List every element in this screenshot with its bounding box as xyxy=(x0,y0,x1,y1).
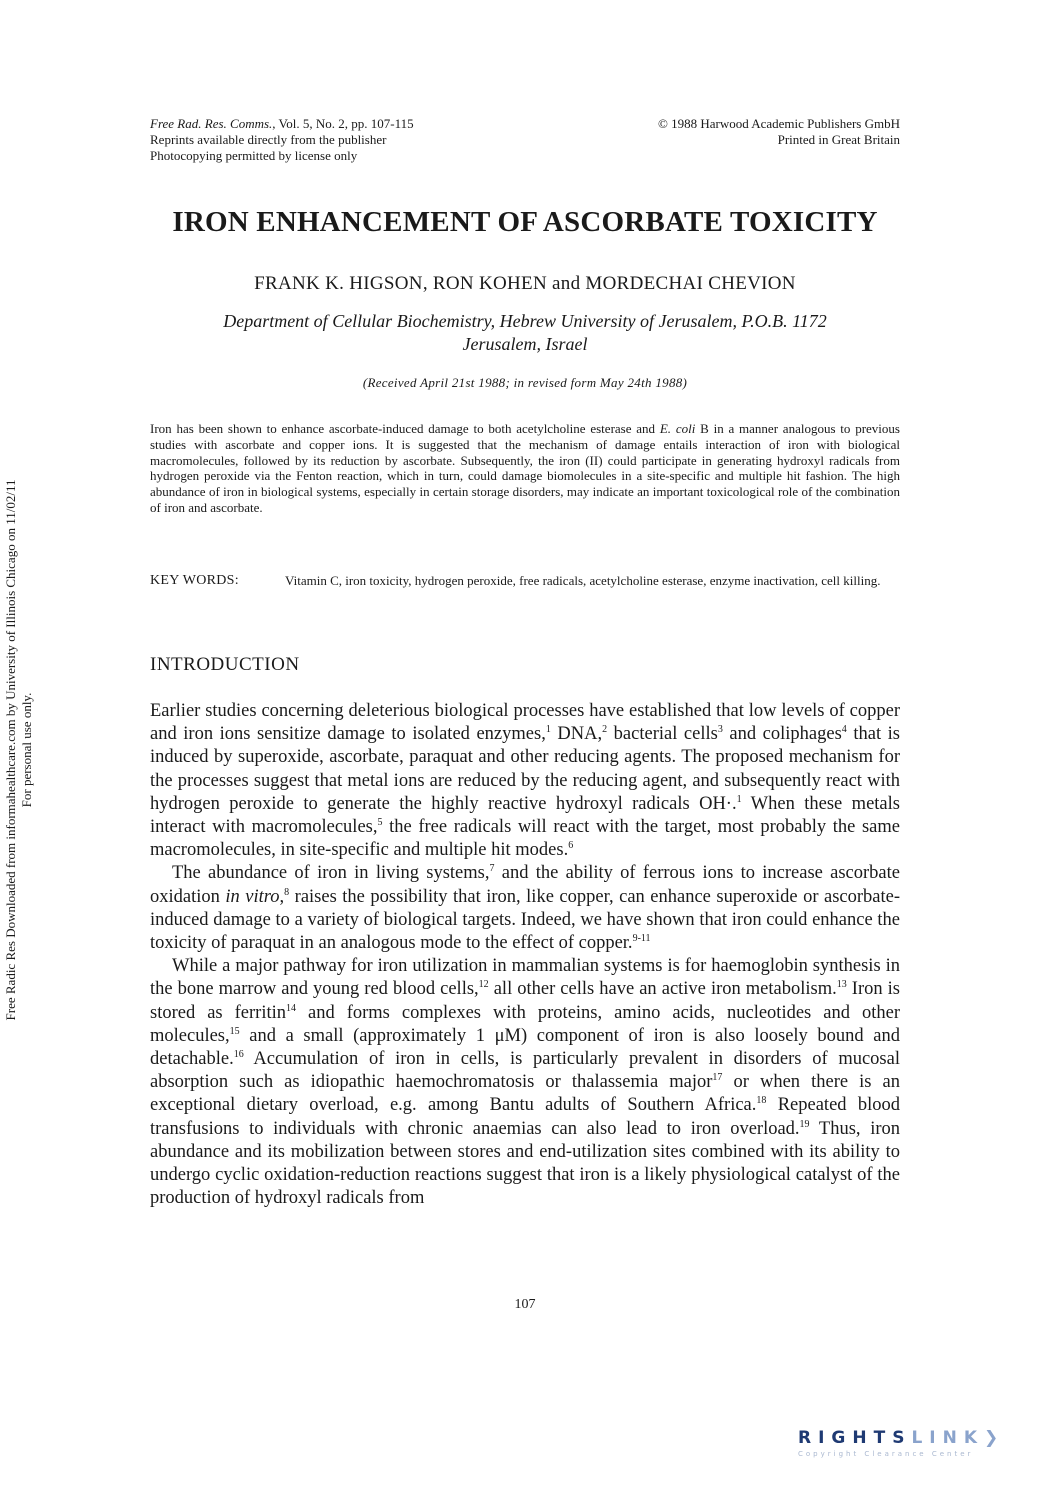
text-run: and forms complexes with proteins, amino acids, nucleotides and other molecules, xyxy=(150,1002,900,1046)
paragraph-1 xyxy=(150,700,900,862)
affiliation-line-2: Jerusalem, Israel xyxy=(462,334,588,354)
text-run: The abundance of iron in living systems, xyxy=(172,863,490,884)
citation-ref: 13 xyxy=(836,979,847,991)
paper-title: IRON ENHANCEMENT OF ASCORBATE TOXICITY xyxy=(172,206,878,238)
text-run: While a major pathway for iron utilization in mammalian systems is for haemoglobin synthesis in the bone marrow and young red blood cells, xyxy=(150,956,900,1000)
abstract-text-2: B in a manner analogous to previous studies with ascorbate and copper ions. It is suggested that the mechanism of damage entails interaction of iron with biological macromolecules, followed by its reduction by ascorbate. Subsequently, the iron (II) could participate in generating hydroxyl radicals from hydrogen peroxide via the Fenton reaction, which in turn, could damage biomolecules in a site-specific and multiple hit fashion. The high abundance of iron in biological systems, especially in certain storage disorders, may indicate an important toxicological role of the combination of iron and ascorbate. xyxy=(150,421,900,515)
citation-ref: 1 xyxy=(545,724,551,736)
rightslink-tagline: Copyright Clearance Center xyxy=(798,1450,974,1458)
text-run: When these metals interact with macromolecules, xyxy=(150,793,900,838)
copyright-line: © 1988 Harwood Academic Publishers GmbH xyxy=(657,116,900,131)
section-heading-introduction: INTRODUCTION xyxy=(150,654,300,675)
citation-ref: 18 xyxy=(756,1095,767,1107)
rightslink-logo[interactable] xyxy=(798,1428,1030,1474)
affiliation xyxy=(150,310,900,356)
text-run: Iron is stored as ferritin xyxy=(150,979,900,1023)
journal-header xyxy=(150,116,414,164)
text-run: the free radicals will react with the target, most probably the same macromolecules, in site-specific and multiple hit modes. xyxy=(150,817,900,861)
paragraph-2 xyxy=(150,862,900,955)
keywords-text: Vitamin C, iron toxicity, hydrogen peroxide, free radicals, acetylcholine esterase, enzyme inactivation, cell killing. xyxy=(285,573,881,588)
body-text xyxy=(150,700,900,1210)
text-run: raises the possibility that iron, like copper, can enhance superoxide or ascorbate-induced damage to a variety of biological targets. Indeed, we have shown that iron could enhance the toxicity of paraquat in an analogous mode to the effect of copper. xyxy=(150,886,900,954)
reprints-note: Reprints available directly from the publisher xyxy=(150,132,387,147)
citation-ref: 6 xyxy=(568,840,574,852)
author-list: FRANK K. HIGSON, RON KOHEN and MORDECHAI CHEVION xyxy=(254,273,796,294)
citation-ref: 9-11 xyxy=(632,932,651,944)
text-run: and coliphages xyxy=(722,724,842,745)
citation-ref: 16 xyxy=(233,1048,244,1060)
text-run: that is induced by superoxide, ascorbate, paraquat and other reducing agents. The proposed mechanism for the processes suggest that metal ions are reduced by the reducing agent, and subsequently react with hydrogen peroxide to generate the highly reactive hydroxyl radicals OH·. xyxy=(150,724,901,814)
received-dates: (Received April 21st 1988; in revised form May 24th 1988) xyxy=(362,375,688,390)
journal-name: Free Rad. Res. Comms. xyxy=(150,116,273,131)
watermark-line-2: For personal use only. xyxy=(19,692,34,808)
rightslink-arrow-icon: ❯ xyxy=(984,1428,1006,1448)
text-run: or when there is an exceptional dietary overload, e.g. among Bantu adults of Southern Africa. xyxy=(150,1072,900,1116)
citation-ref: 2 xyxy=(602,724,608,736)
text-run: and the ability of ferrous ions to increase ascorbate oxidation xyxy=(150,863,900,907)
citation-ref: 4 xyxy=(841,724,847,736)
rightslink-link: LINK xyxy=(911,1428,984,1448)
rightslink-rights: RIGHTS xyxy=(798,1428,912,1448)
citation-ref: 17 xyxy=(712,1072,723,1084)
italic-term: in vitro xyxy=(225,886,280,907)
text-run: Accumulation of iron in cells, is particularly prevalent in disorders of mucosal absorption such as idiopathic haemochromatosis or thalassemia major xyxy=(150,1049,900,1093)
citation-ref: 19 xyxy=(799,1118,810,1130)
publisher-header xyxy=(658,116,900,148)
text-run: DNA, xyxy=(550,724,603,745)
abstract-text-1: Iron has been shown to enhance ascorbate-induced damage to both acetylcholine esterase and xyxy=(150,421,660,436)
keywords-label: KEY WORDS: xyxy=(150,573,239,588)
citation-ref: 3 xyxy=(717,724,723,736)
affiliation-line-1: Department of Cellular Biochemistry, Hebrew University of Jerusalem, P.O.B. 1172 xyxy=(223,311,827,331)
citation-ref: 15 xyxy=(229,1025,240,1037)
citation-ref: 1 xyxy=(736,793,742,805)
citation-ref: 7 xyxy=(489,863,495,875)
text-run: and a small (approximately 1 μM) component of iron is also loosely bound and detachable. xyxy=(150,1025,900,1070)
citation-ref: 14 xyxy=(286,1002,296,1014)
text-run: bacterial cells xyxy=(607,724,718,745)
citation-ref: 5 xyxy=(377,816,383,828)
text-run: Earlier studies concerning deleterious biological processes have established that low levels of copper and iron ions sensitize damage to isolated enzymes, xyxy=(150,701,900,745)
text-run: Repeated blood transfusions to individuals with chronic anaemias can also lead to iron overload. xyxy=(150,1095,900,1139)
printed-line: Printed in Great Britain xyxy=(777,132,900,147)
text-run: all other cells have an active iron metabolism. xyxy=(488,979,837,1000)
text-run: Thus, iron abundance and its mobilization between stores and end-utilization sites combined with its ability to undergo cyclic oxidation-reduction reactions suggest that iron is a likely physiological catalyst of the production of hydroxyl radicals from xyxy=(150,1118,901,1209)
watermark-line-1: Free Radic Res Downloaded from informahealthcare.com by University of Illinois Chicago on 11/02/11 xyxy=(3,479,18,1021)
journal-citation xyxy=(150,116,414,132)
photocopy-note: Photocopying permitted by license only xyxy=(150,148,358,163)
citation-ref: 8 xyxy=(284,886,290,898)
abstract xyxy=(150,421,900,516)
page-number: 107 xyxy=(514,1297,536,1312)
journal-volume: , Vol. 5, No. 2, pp. 107-115 xyxy=(272,116,414,131)
paragraph-3 xyxy=(150,955,900,1210)
text-run: , xyxy=(279,886,285,907)
abstract-organism: E. coli xyxy=(659,421,696,436)
citation-ref: 12 xyxy=(478,979,489,991)
